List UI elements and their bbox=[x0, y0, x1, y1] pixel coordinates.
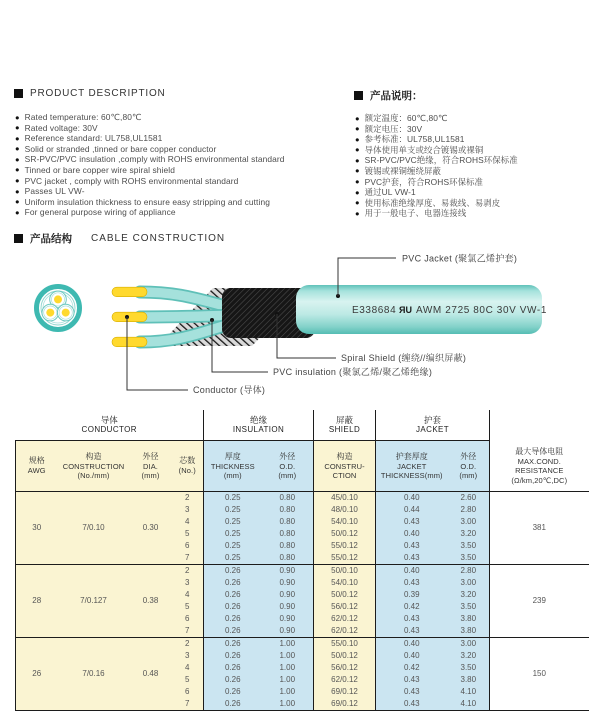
insulation-thickness-cell: 0.26 bbox=[204, 638, 262, 651]
column-header-ins-od: 外径 O.D. (mm) bbox=[262, 441, 314, 492]
section-square-icon bbox=[14, 89, 23, 98]
bullet-icon: ● bbox=[15, 207, 20, 217]
group-header-jacket: 护套 JACKET bbox=[376, 410, 490, 441]
product-notes-zh-header bbox=[354, 88, 423, 103]
insulation-thickness-cell: 0.26 bbox=[204, 698, 262, 711]
insulation-od-cell: 0.90 bbox=[262, 577, 314, 589]
dia-cell: 0.30 bbox=[130, 492, 172, 565]
shield-construction-cell: 62/0.12 bbox=[314, 674, 376, 686]
bullet-icon: ● bbox=[15, 144, 20, 154]
column-header-awg: 规格 AWG bbox=[16, 441, 58, 492]
jacket-thickness-cell: 0.43 bbox=[376, 516, 448, 528]
bullet-item bbox=[355, 207, 600, 218]
insulation-od-cell: 1.00 bbox=[262, 686, 314, 698]
column-header-jacket-od: 外径 O.D. (mm) bbox=[448, 441, 490, 492]
insulation-od-cell: 0.80 bbox=[262, 552, 314, 565]
bullet-icon: ● bbox=[355, 187, 360, 197]
bullet-text: 使用标准绝缘厚度、易裁线、易剥皮 bbox=[364, 197, 501, 208]
bullet-icon: ● bbox=[355, 177, 360, 187]
shield-construction-cell: 55/0.12 bbox=[314, 552, 376, 565]
insulation-thickness-cell: 0.25 bbox=[204, 516, 262, 528]
jacket-od-cell: 3.20 bbox=[448, 650, 490, 662]
insulation-thickness-cell: 0.26 bbox=[204, 601, 262, 613]
shield-construction-cell: 56/0.12 bbox=[314, 601, 376, 613]
insulation-od-cell: 1.00 bbox=[262, 650, 314, 662]
cross-section-core bbox=[57, 304, 74, 321]
label-conductor: Conductor (导体) bbox=[193, 385, 266, 395]
shield-construction-cell: 55/0.12 bbox=[314, 540, 376, 552]
jacket-thickness-cell: 0.43 bbox=[376, 613, 448, 625]
construction-title-zh: 产品结构 bbox=[30, 233, 72, 245]
jacket-od-cell: 3.50 bbox=[448, 601, 490, 613]
spec-table-wrap bbox=[15, 410, 589, 711]
bullet-item bbox=[355, 112, 600, 123]
conductor-bars bbox=[112, 287, 147, 347]
bullet-text: Rated voltage: 30V bbox=[24, 122, 98, 133]
shield-construction-cell: 50/0.12 bbox=[314, 528, 376, 540]
label-shield: Spiral Shield (缠绕//编织屏蔽) bbox=[341, 353, 467, 363]
column-header-construction: 构造 CONSTRUCTION (No./mm) bbox=[58, 441, 130, 492]
cable-construction-header bbox=[14, 231, 225, 246]
jacket-thickness-cell: 0.42 bbox=[376, 662, 448, 674]
insulation-od-cell: 0.90 bbox=[262, 613, 314, 625]
insulation-thickness-cell: 0.25 bbox=[204, 552, 262, 565]
spec-table-body bbox=[16, 492, 589, 711]
construction-title-en: CABLE CONSTRUCTION bbox=[91, 233, 226, 244]
awg-cell: 26 bbox=[16, 638, 58, 711]
cores-cell: 7 bbox=[172, 698, 204, 711]
group-header-conductor: 导体 CONDUCTOR bbox=[16, 410, 204, 441]
cores-cell: 7 bbox=[172, 625, 204, 638]
insulation-od-cell: 0.90 bbox=[262, 625, 314, 638]
bullet-item bbox=[15, 144, 350, 155]
cores-cell: 3 bbox=[172, 577, 204, 589]
bullet-icon: ● bbox=[15, 112, 20, 122]
cores-cell: 2 bbox=[172, 565, 204, 578]
bullet-text: 额定电压：30V bbox=[364, 123, 423, 134]
bullet-item bbox=[355, 123, 600, 134]
construction-cell: 7/0.10 bbox=[58, 492, 130, 565]
bullet-icon: ● bbox=[15, 176, 20, 186]
cores-cell: 2 bbox=[172, 638, 204, 651]
jacket-od-cell: 3.50 bbox=[448, 540, 490, 552]
bullet-text: 额定温度：60℃,80℃ bbox=[364, 113, 448, 123]
bullet-item bbox=[15, 176, 350, 187]
insulation-thickness-cell: 0.26 bbox=[204, 686, 262, 698]
shield-construction-cell: 48/0.10 bbox=[314, 504, 376, 516]
jacket-od-cell: 3.00 bbox=[448, 516, 490, 528]
bullet-text: PVC jacket , comply with ROHS environmental standard bbox=[24, 175, 239, 186]
shield-construction-cell: 54/0.10 bbox=[314, 577, 376, 589]
jacket-print-cert-no: E338684 bbox=[352, 305, 397, 316]
jacket-od-cell: 3.00 bbox=[448, 577, 490, 589]
insulation-thickness-cell: 0.26 bbox=[204, 589, 262, 601]
spec-row bbox=[16, 565, 589, 578]
column-header-resistance: 最大导体电阻 MAX.COND. RESISTANCE (Ω/km,20℃,DC) bbox=[490, 441, 589, 492]
insulation-od-cell: 0.80 bbox=[262, 504, 314, 516]
cores-cell: 5 bbox=[172, 601, 204, 613]
cores-cell: 4 bbox=[172, 516, 204, 528]
jacket-print-spec: AWM 2725 80C 30V VW-1 bbox=[416, 305, 547, 316]
label-jacket: PVC Jacket (聚氯乙烯护套) bbox=[402, 253, 518, 264]
bullet-text: Rated temperature: 60℃,80℃ bbox=[24, 112, 142, 122]
bullet-item bbox=[355, 144, 600, 155]
shield-construction-cell: 50/0.12 bbox=[314, 589, 376, 601]
insulation-thickness-cell: 0.26 bbox=[204, 674, 262, 686]
cores-cell: 4 bbox=[172, 662, 204, 674]
bullet-item bbox=[355, 197, 600, 208]
awg-cell: 30 bbox=[16, 492, 58, 565]
group-header-insulation: 绝缘 INSULATION bbox=[204, 410, 314, 441]
insulation-thickness-cell: 0.25 bbox=[204, 540, 262, 552]
jacket-thickness-cell: 0.42 bbox=[376, 601, 448, 613]
cores-cell: 6 bbox=[172, 686, 204, 698]
jacket-thickness-cell: 0.40 bbox=[376, 650, 448, 662]
bullet-item bbox=[355, 176, 600, 187]
jacket-thickness-cell: 0.43 bbox=[376, 686, 448, 698]
product-description-title: PRODUCT DESCRIPTION bbox=[30, 88, 166, 99]
jacket-thickness-cell: 0.44 bbox=[376, 504, 448, 516]
shield-construction-cell: 69/0.12 bbox=[314, 686, 376, 698]
shield-construction-cell: 69/0.12 bbox=[314, 698, 376, 711]
shield-construction-cell: 62/0.12 bbox=[314, 613, 376, 625]
jacket-thickness-cell: 0.39 bbox=[376, 589, 448, 601]
resistance-cell: 150 bbox=[490, 638, 589, 711]
column-header-cores: 芯数 (No.) bbox=[172, 441, 204, 492]
bullet-item bbox=[15, 197, 350, 208]
jacket-thickness-cell: 0.40 bbox=[376, 638, 448, 651]
cores-cell: 6 bbox=[172, 613, 204, 625]
spec-row bbox=[16, 492, 589, 505]
jacket-thickness-cell: 0.43 bbox=[376, 674, 448, 686]
cable-diagram bbox=[0, 250, 603, 400]
insulation-thickness-cell: 0.26 bbox=[204, 565, 262, 578]
bullet-text: 导体使用单支或绞合镀锡或裸铜 bbox=[364, 144, 484, 155]
insulation-thickness-cell: 0.25 bbox=[204, 528, 262, 540]
bullet-item bbox=[355, 154, 600, 165]
jacket-thickness-cell: 0.40 bbox=[376, 528, 448, 540]
ul-recognized-mark-icon: ЯU bbox=[399, 305, 412, 315]
jacket-od-cell: 3.50 bbox=[448, 552, 490, 565]
shield-construction-cell: 56/0.12 bbox=[314, 662, 376, 674]
cross-section-core bbox=[42, 304, 59, 321]
shield-construction-cell: 54/0.10 bbox=[314, 516, 376, 528]
insulation-thickness-cell: 0.26 bbox=[204, 662, 262, 674]
jacket-thickness-cell: 0.43 bbox=[376, 625, 448, 638]
shield-construction-cell: 62/0.12 bbox=[314, 625, 376, 638]
bullet-item bbox=[15, 165, 350, 176]
construction-cell: 7/0.16 bbox=[58, 638, 130, 711]
bullet-item bbox=[355, 186, 600, 197]
shield-construction-cell: 50/0.12 bbox=[314, 650, 376, 662]
cores-cell: 7 bbox=[172, 552, 204, 565]
bullet-icon: ● bbox=[355, 124, 360, 134]
bullet-icon: ● bbox=[355, 198, 360, 208]
bullet-icon: ● bbox=[15, 133, 20, 143]
jacket-od-cell: 3.00 bbox=[448, 638, 490, 651]
insulation-od-cell: 0.90 bbox=[262, 565, 314, 578]
bullet-icon: ● bbox=[15, 154, 20, 164]
bullet-text: Tinned or bare copper wire spiral shield bbox=[24, 164, 175, 175]
jacket-od-cell: 3.80 bbox=[448, 613, 490, 625]
bullet-text: Uniform insulation thickness to ensure easy stripping and cutting bbox=[24, 196, 270, 207]
insulation-od-cell: 0.80 bbox=[262, 540, 314, 552]
bullet-icon: ● bbox=[355, 145, 360, 155]
bullet-text: 参考标准：UL758,UL1581 bbox=[364, 134, 465, 145]
jacket-od-cell: 2.80 bbox=[448, 504, 490, 516]
bullet-icon: ● bbox=[355, 134, 360, 144]
resistance-cell: 381 bbox=[490, 492, 589, 565]
shield-construction-cell: 50/0.10 bbox=[314, 565, 376, 578]
insulation-thickness-cell: 0.25 bbox=[204, 504, 262, 516]
jacket-thickness-cell: 0.40 bbox=[376, 565, 448, 578]
cores-cell: 2 bbox=[172, 492, 204, 505]
insulation-od-cell: 1.00 bbox=[262, 674, 314, 686]
product-description-header bbox=[14, 88, 166, 99]
bullet-icon: ● bbox=[355, 155, 360, 165]
construction-cell: 7/0.127 bbox=[58, 565, 130, 638]
product-notes-zh-list bbox=[355, 112, 600, 218]
bullet-text: Passes UL VW- bbox=[24, 186, 85, 197]
insulation-thickness-cell: 0.25 bbox=[204, 492, 262, 505]
insulation-od-cell: 0.80 bbox=[262, 492, 314, 505]
jacket-od-cell: 4.10 bbox=[448, 698, 490, 711]
insulation-od-cell: 0.90 bbox=[262, 601, 314, 613]
bullet-item bbox=[15, 154, 350, 165]
jacket-thickness-cell: 0.43 bbox=[376, 540, 448, 552]
jacket-thickness-cell: 0.43 bbox=[376, 577, 448, 589]
cores-cell: 6 bbox=[172, 540, 204, 552]
jacket-od-cell: 2.80 bbox=[448, 565, 490, 578]
insulation-od-cell: 0.80 bbox=[262, 528, 314, 540]
cores-cell: 4 bbox=[172, 589, 204, 601]
bullet-item bbox=[15, 123, 350, 134]
jacket-od-cell: 3.50 bbox=[448, 662, 490, 674]
insulation-thickness-cell: 0.26 bbox=[204, 625, 262, 638]
group-header-spacer bbox=[490, 410, 589, 441]
jacket-thickness-cell: 0.40 bbox=[376, 492, 448, 505]
resistance-cell: 239 bbox=[490, 565, 589, 638]
dia-cell: 0.38 bbox=[130, 565, 172, 638]
column-header-ins-thickness: 厚度 THICKNESS (mm) bbox=[204, 441, 262, 492]
bullet-item bbox=[15, 186, 350, 197]
bullet-text: Solid or stranded ,tinned or bare copper conductor bbox=[24, 143, 217, 154]
jacket-od-cell: 3.20 bbox=[448, 528, 490, 540]
insulation-od-cell: 0.80 bbox=[262, 516, 314, 528]
bullet-text: 镀锡或裸铜缠绕屏蔽 bbox=[364, 165, 441, 176]
jacket-od-cell: 3.80 bbox=[448, 674, 490, 686]
label-insulation: PVC insulation (聚氯乙烯/聚乙烯绝缘) bbox=[273, 367, 433, 377]
dia-cell: 0.48 bbox=[130, 638, 172, 711]
bullet-text: SR-PVC/PVC insulation ,comply with ROHS environmental standard bbox=[24, 154, 285, 165]
cores-cell: 5 bbox=[172, 674, 204, 686]
jacket-od-cell: 2.60 bbox=[448, 492, 490, 505]
jacket-thickness-cell: 0.43 bbox=[376, 552, 448, 565]
jacket-thickness-cell: 0.43 bbox=[376, 698, 448, 711]
product-notes-zh-title: 产品说明： bbox=[370, 90, 423, 102]
jacket-od-cell: 4.10 bbox=[448, 686, 490, 698]
column-header-jacket-thickness: 护套厚度 JACKET THICKNESS(mm) bbox=[376, 441, 448, 492]
bullet-text: 通过UL VW-1 bbox=[364, 187, 416, 198]
insulation-od-cell: 1.00 bbox=[262, 638, 314, 651]
bullet-item bbox=[15, 133, 350, 144]
bullet-text: PVC护套，符合ROHS环保标准 bbox=[364, 176, 484, 187]
section-square-icon bbox=[14, 234, 23, 243]
group-header-shield: 屏蔽 SHIELD bbox=[314, 410, 376, 441]
cable-cross-section bbox=[37, 287, 80, 330]
awg-cell: 28 bbox=[16, 565, 58, 638]
insulation-od-cell: 0.90 bbox=[262, 589, 314, 601]
bullet-text: SR-PVC/PVC绝缘，符合ROHS环保标准 bbox=[364, 155, 518, 166]
bullet-icon: ● bbox=[355, 208, 360, 218]
insulation-thickness-cell: 0.26 bbox=[204, 650, 262, 662]
insulation-thickness-cell: 0.26 bbox=[204, 613, 262, 625]
shield-construction-cell: 45/0.10 bbox=[314, 492, 376, 505]
spec-row bbox=[16, 638, 589, 651]
spec-table bbox=[15, 410, 589, 711]
bullet-item bbox=[355, 133, 600, 144]
bullet-icon: ● bbox=[15, 165, 20, 175]
product-description-list bbox=[15, 112, 350, 218]
cores-cell: 5 bbox=[172, 528, 204, 540]
column-header-shield-construction: 构造 CONSTRU- CTION bbox=[314, 441, 376, 492]
bullet-item bbox=[15, 207, 350, 218]
cores-cell: 3 bbox=[172, 650, 204, 662]
insulation-od-cell: 1.00 bbox=[262, 698, 314, 711]
bullet-icon: ● bbox=[15, 186, 20, 196]
bullet-item bbox=[355, 165, 600, 176]
insulation-thickness-cell: 0.26 bbox=[204, 577, 262, 589]
bullet-text: Reference standard: UL758,UL1581 bbox=[24, 133, 163, 144]
spec-table-head bbox=[16, 410, 589, 492]
bullet-icon: ● bbox=[355, 166, 360, 176]
section-square-icon bbox=[354, 91, 363, 100]
jacket-od-cell: 3.80 bbox=[448, 625, 490, 638]
jacket-od-cell: 3.20 bbox=[448, 589, 490, 601]
bullet-item bbox=[15, 112, 350, 123]
column-header-dia: 外径 DIA. (mm) bbox=[130, 441, 172, 492]
bullet-text: 用于一般电子、电器连接线 bbox=[364, 208, 467, 219]
bullet-icon: ● bbox=[15, 197, 20, 207]
insulation-od-cell: 1.00 bbox=[262, 662, 314, 674]
cores-cell: 3 bbox=[172, 504, 204, 516]
bullet-text: For general purpose wiring of appliance bbox=[24, 207, 176, 218]
shield-construction-cell: 55/0.10 bbox=[314, 638, 376, 651]
bullet-icon: ● bbox=[355, 113, 360, 123]
bullet-icon: ● bbox=[15, 123, 20, 133]
